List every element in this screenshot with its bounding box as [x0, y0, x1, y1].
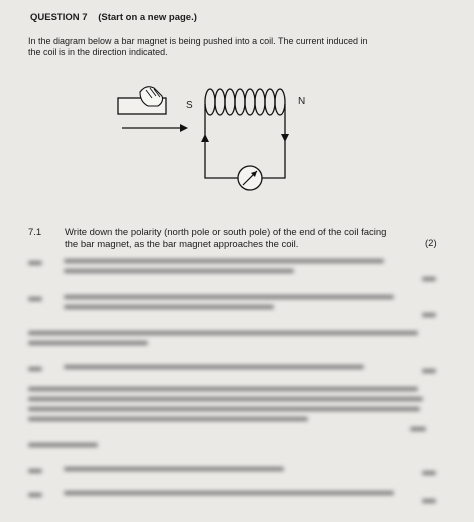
question-intro	[28, 36, 428, 58]
blurred-line	[422, 471, 436, 475]
question-heading	[30, 12, 197, 23]
blurred-line	[64, 259, 384, 263]
pole-label-right: N	[298, 96, 306, 107]
blurred-line	[64, 467, 284, 471]
blurred-line	[28, 493, 42, 497]
blurred-line	[422, 277, 436, 281]
blurred-line	[28, 469, 42, 473]
blurred-line	[28, 443, 98, 447]
question-text-line-2: the bar magnet, as the bar magnet approaches the coil.	[65, 239, 299, 250]
blurred-line	[64, 491, 394, 495]
blurred-line	[422, 369, 436, 373]
blurred-content	[0, 255, 474, 522]
blurred-line	[28, 297, 42, 301]
blurred-line	[28, 331, 418, 335]
question-marks: (2)	[425, 238, 437, 249]
intro-line-2: the coil is in the direction indicated.	[28, 47, 168, 57]
blurred-line	[422, 499, 436, 503]
current-arrow-up-icon	[201, 134, 209, 142]
pole-label-left: S	[186, 100, 193, 111]
blurred-line	[28, 341, 148, 345]
blurred-line	[64, 295, 394, 299]
coil-icon	[205, 89, 285, 115]
blurred-line	[28, 397, 423, 401]
magnet-coil-diagram	[100, 82, 320, 202]
current-arrow-down-icon	[281, 134, 289, 142]
blurred-line	[28, 417, 308, 421]
blurred-line	[28, 387, 418, 391]
blurred-line	[64, 365, 364, 369]
question-text-line-1: Write down the polarity (north pole or south pole) of the end of the coil facing	[65, 227, 387, 238]
question-subtitle: (Start on a new page.)	[98, 12, 197, 23]
blurred-line	[28, 407, 420, 411]
intro-line-1: In the diagram below a bar magnet is being pushed into a coil. The current induced in	[28, 36, 368, 46]
blurred-line	[64, 305, 274, 309]
blurred-line	[422, 313, 436, 317]
blurred-line	[64, 269, 294, 273]
blurred-line	[28, 367, 42, 371]
question-number: 7.1	[28, 227, 42, 238]
blurred-line	[410, 427, 426, 431]
question-title: QUESTION 7	[30, 12, 88, 23]
question-text	[65, 227, 415, 251]
blurred-line	[28, 261, 42, 265]
